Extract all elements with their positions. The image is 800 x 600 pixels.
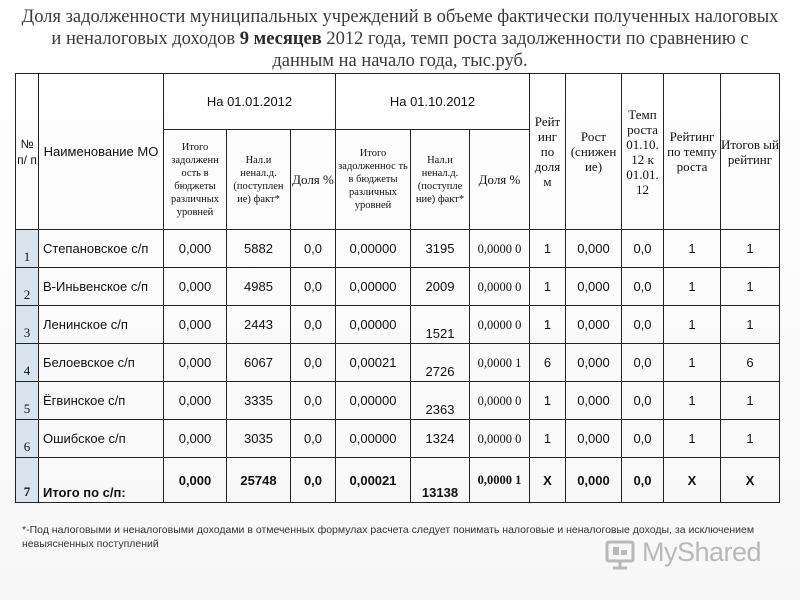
debt-end: 0,00021 [336,344,411,382]
growth: 0,000 [566,420,622,458]
growth: 0,000 [566,382,622,420]
debt-end: 0,00000 [336,420,411,458]
income-end: 13138 [411,458,470,503]
share-end: 0,0000 0 [470,268,530,306]
share-start: 0,0 [291,382,336,420]
income-end: 3195 [411,230,470,268]
debt-start: 0,000 [164,230,227,268]
rating-rate: 1 [664,382,721,420]
rating-share: 1 [530,268,566,306]
rating-rate: 1 [664,306,721,344]
header-income-end: Нал.и ненал.д. (поступле ние) факт* [411,130,470,230]
rating-share: Х [530,458,566,503]
title-text-end: 2012 года, темп роста задолженности по сравнению с данным на начало года, тыс.руб. [272,29,749,71]
header-total-debt-start: Итого задолженн ость в бюджеты различных уровней [164,130,227,230]
header-growth: Рост (снижен ие) [566,74,622,230]
income-start: 4985 [227,268,291,306]
total-label: Итого по с/п: [39,458,164,503]
rating-share: 1 [530,306,566,344]
header-row-number: № п/ п [16,74,39,230]
final-rating: 1 [721,306,780,344]
income-start: 2443 [227,306,291,344]
header-share-end: Доля % [470,130,530,230]
debt-end: 0,00021 [336,458,411,503]
rating-share: 1 [530,382,566,420]
total-row [16,458,780,503]
growth-rate: 0,0 [622,268,664,306]
income-end: 2726 [411,344,470,382]
debt-start: 0,000 [164,268,227,306]
row-number: 2 [16,268,39,306]
share-start: 0,0 [291,458,336,503]
header-period-start: На 01.01.2012 [164,74,336,130]
share-start: 0,0 [291,420,336,458]
growth: 0,000 [566,344,622,382]
share-end: 0,0000 1 [470,344,530,382]
municipality-name: Белоевское с/п [39,344,164,382]
share-end: 0,0000 0 [470,230,530,268]
rating-rate: Х [664,458,721,503]
final-rating: Х [721,458,780,503]
municipality-name: Степановское с/п [39,230,164,268]
header-total-debt-end: Итого задолженнос ть в бюджеты различных уровней [336,130,411,230]
header-income-start: Нал.и ненал.д. (поступлен ие) факт* [227,130,291,230]
growth: 0,000 [566,230,622,268]
debt-end: 0,00000 [336,268,411,306]
header-rating-share: Рейт инг по доля м [530,74,566,230]
debt-start: 0,000 [164,382,227,420]
municipality-name: Ёгвинское с/п [39,382,164,420]
header-municipality-name: Наименование МО [39,74,164,230]
growth-rate: 0,0 [622,382,664,420]
row-number: 1 [16,230,39,268]
title-text: Доля задолженности муниципальных учреждений в объеме фактически полученных налоговых и неналоговых доходов [21,7,779,49]
row-number: 6 [16,420,39,458]
row-number: 5 [16,382,39,420]
header-final-rating: Итогов ый рейтинг [721,74,780,230]
debt-table [15,73,780,503]
table-row [16,344,780,382]
rating-rate: 1 [664,230,721,268]
debt-end: 0,00000 [336,306,411,344]
growth: 0,000 [566,306,622,344]
final-rating: 6 [721,344,780,382]
final-rating: 1 [721,268,780,306]
income-end: 1324 [411,420,470,458]
debt-end: 0,00000 [336,230,411,268]
header-rating-rate: Рейтинг по темпу роста [664,74,721,230]
share-end: 0,0000 1 [470,458,530,503]
income-end: 2009 [411,268,470,306]
share-end: 0,0000 0 [470,382,530,420]
header-period-end: На 01.10.2012 [336,74,530,130]
rating-rate: 1 [664,420,721,458]
income-start: 3335 [227,382,291,420]
share-end: 0,0000 0 [470,420,530,458]
debt-end: 0,00000 [336,382,411,420]
debt-start: 0,000 [164,458,227,503]
final-rating: 1 [721,420,780,458]
growth-rate: 0,0 [622,458,664,503]
logo-text: MyShared [642,537,762,567]
row-number: 3 [16,306,39,344]
income-start: 6067 [227,344,291,382]
presentation-board-icon [604,539,636,571]
table-row [16,230,780,268]
final-rating: 1 [721,230,780,268]
table-row [16,420,780,458]
income-end: 2363 [411,382,470,420]
growth: 0,000 [566,458,622,503]
growth-rate: 0,0 [622,420,664,458]
header-growth-rate: Темп роста 01.10. 12 к 01.01. 12 [622,74,664,230]
table-row [16,268,780,306]
table-row [16,382,780,420]
debt-start: 0,000 [164,306,227,344]
header-share-start: Доля % [291,130,336,230]
rating-rate: 1 [664,268,721,306]
municipality-name: В-Иньвенское с/п [39,268,164,306]
title-bold-period: 9 месяцев [239,29,322,49]
row-number: 7 [16,458,39,503]
rating-share: 6 [530,344,566,382]
myshared-logo [604,535,774,575]
share-start: 0,0 [291,306,336,344]
growth-rate: 0,0 [622,306,664,344]
share-end: 0,0000 0 [470,306,530,344]
income-start: 3035 [227,420,291,458]
growth-rate: 0,0 [622,230,664,268]
debt-start: 0,000 [164,344,227,382]
income-end: 1521 [411,306,470,344]
slide-title [20,6,780,72]
municipality-name: Ленинское с/п [39,306,164,344]
rating-share: 1 [530,420,566,458]
rating-share: 1 [530,230,566,268]
share-start: 0,0 [291,268,336,306]
table-row [16,306,780,344]
income-start: 5882 [227,230,291,268]
debt-start: 0,000 [164,420,227,458]
row-number: 4 [16,344,39,382]
growth: 0,000 [566,268,622,306]
municipality-name: Ошибское с/п [39,420,164,458]
share-start: 0,0 [291,344,336,382]
share-start: 0,0 [291,230,336,268]
final-rating: 1 [721,382,780,420]
growth-rate: 0,0 [622,344,664,382]
rating-rate: 1 [664,344,721,382]
footnote: *-Под налоговыми и неналоговыми доходами в отмеченных формулах расчета следует понимать налоговые и неналоговые доходы, за исключением невыясненных поступлений [22,524,755,550]
income-start: 25748 [227,458,291,503]
